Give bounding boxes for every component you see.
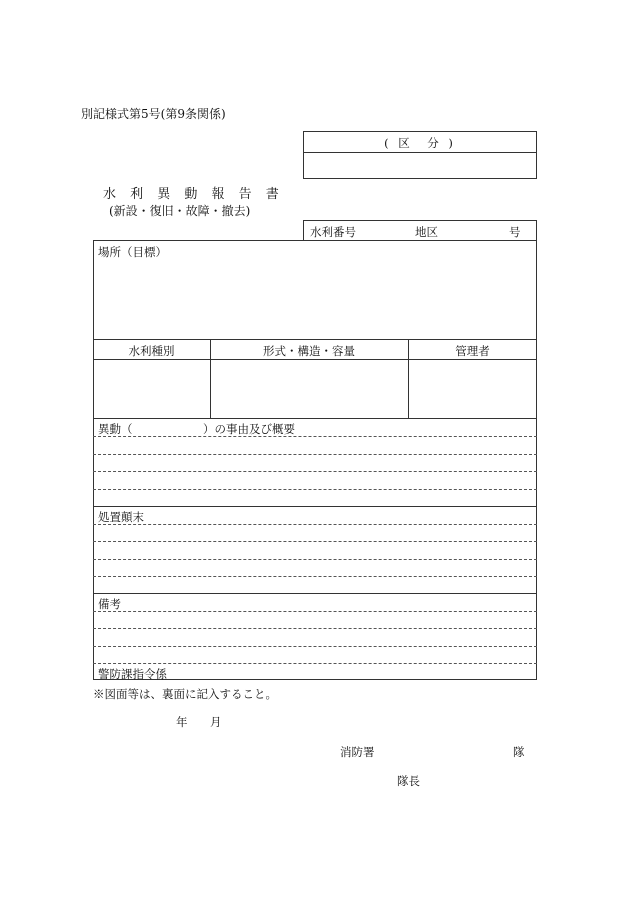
disposition-line-3	[93, 559, 537, 560]
change-line-3	[93, 471, 537, 472]
disposition-line-2	[93, 541, 537, 542]
fire-command-label: 警防課指令係	[98, 667, 167, 681]
unit-label: 隊	[513, 745, 525, 759]
change-line-4	[93, 489, 537, 490]
col-water-type: 水利種別	[128, 344, 175, 358]
category-divider	[303, 152, 537, 153]
note: ※図面等は、裏面に記入すること。	[93, 687, 277, 701]
date-year: 年	[176, 715, 188, 729]
water-number-label: 水利番号	[310, 225, 356, 239]
disposition-line-4	[93, 576, 537, 577]
remarks-line-3	[93, 646, 537, 647]
number-suffix: 号	[509, 225, 521, 239]
col-structure: 形式・構造・容量	[263, 344, 355, 358]
change-suffix: ）の事由及び概要	[203, 422, 295, 436]
main-table	[93, 240, 537, 680]
date-month: 月	[210, 715, 222, 729]
remarks-label: 備考	[98, 597, 121, 611]
remarks-line-1	[93, 611, 537, 612]
location-label: 場所（目標）	[98, 245, 167, 259]
disposition-bottom-line	[93, 593, 537, 594]
columns-header-line	[93, 359, 537, 360]
change-bottom-line	[93, 506, 537, 507]
form-reference: 別記様式第5号(第9条関係)	[81, 107, 226, 121]
remarks-line-4	[93, 663, 537, 664]
district-label: 地区	[415, 225, 438, 239]
columns-bottom-line	[93, 418, 537, 419]
category-header: ( 区 分 )	[384, 136, 456, 150]
disposition-line-1	[93, 524, 537, 525]
remarks-line-2	[93, 628, 537, 629]
document-title: 水 利 異 動 報 告 書	[103, 187, 284, 202]
change-line-1	[93, 436, 537, 437]
location-bottom-line	[93, 339, 537, 340]
change-prefix: 異動（	[98, 422, 133, 436]
col-manager: 管理者	[455, 344, 490, 358]
station-label: 消防署	[340, 745, 375, 759]
leader-label: 隊長	[397, 774, 420, 788]
document-subtitle: (新設・復旧・故障・撤去)	[109, 204, 251, 218]
change-line-2	[93, 454, 537, 455]
disposition-label: 処置顛末	[98, 510, 144, 524]
